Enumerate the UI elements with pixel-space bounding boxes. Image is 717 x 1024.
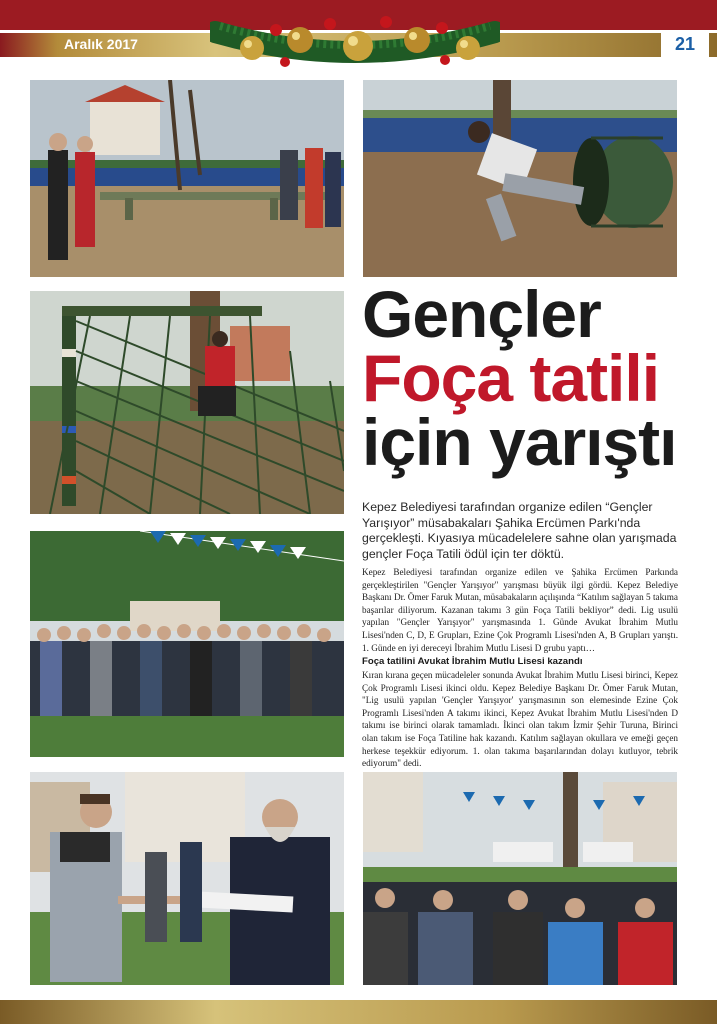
photo-students-crowd-image <box>363 772 677 985</box>
photo-climbing-net-image <box>30 291 344 514</box>
photo-tunnel-crawl-image <box>363 80 677 277</box>
page-number: 21 <box>661 31 709 57</box>
article-title <box>362 277 702 479</box>
title-line-1: Gençler <box>362 277 601 351</box>
title-line-2: Foça tatili <box>362 341 660 415</box>
photo-certificate-handover-image <box>30 772 344 985</box>
photo-group <box>30 531 344 757</box>
photo-students-crowd <box>363 772 677 985</box>
title-line-3: için yarıştı <box>362 405 677 479</box>
article-lead: Kepez Belediyesi tarafından organize edilen “Gençler Yarışıyor” müsabakaları Şahika Ercümen Parkı'nda gerçekleşti. Kıyasıya mücadelelere sahne olan yarışmada gençler Foça Tatili ödül için ter döktü. <box>362 500 677 561</box>
photo-certificate-handover <box>30 772 344 985</box>
photo-balance-beam-image <box>30 80 344 277</box>
photo-group-image <box>30 531 344 757</box>
photo-tunnel-crawl <box>363 80 677 277</box>
christmas-garland-decoration <box>210 2 500 70</box>
issue-date: Aralık 2017 <box>64 36 138 52</box>
article-subheading: Foça tatilini Avukat İbrahim Mutlu Lisesi kazandı <box>362 656 583 667</box>
photo-climbing-net <box>30 291 344 514</box>
article-body-paragraph-1: Kepez Belediyesi tarafından organize edilen ve Şahika Ercümen Parkında gerçekleştirilen "Gençler Yarışıyor" yarışması büyük ilgi gördü. Kepez Belediye Başkanı Dr. Ömer Faruk Mutan, müsabakaların açılışında “Katılım sağlayan 5 takıma başarılar diliyorum. Kazanan takımı 3 gün Foça Tatili bekliyor” dedi. Lig usulü yapılan "Gençler Yarışıyor" yarışmasında 1. Günde Avukat İbrahim Mutlu Lisesi'nden C, D, E Grupları, Ezine Çok Programlı Lisesi'nden A, B Grupları yarıştı. 1. Günde en iyi dereceyi İbrahim Mutlu Lisesi D grubu yaptı… <box>362 567 678 653</box>
article-body-paragraph-2: Kıran kırana geçen mücadeleler sonunda Avukat İbrahim Mutlu Lisesi birinci, Kepez Çok Programlı Lisesi ikinci oldu. Kepez Belediye Başkanı Dr. Ömer Faruk Mutan, "Lig usulü yapılan 'Gençler Yarışıyor' yarışmasının son elemesinde Ezine Çok Programlı Lisesi'nden A takımı ikinci, Kepez Avukat İbrahim Mutlu Lisesi'nden D takımı ise birinci olarak tamamladı. İkinci olan takım İzmir Şehir Turuna, Birinci olan takım ise Foça Tatiline hak kazandı. Katılım sağlayan okullara ve emeği geçen herkese teşekkür ediyorum. 1. olan takıma başarılarından dolayı kutluyor, tebrik ediyorum" dedi. <box>362 670 678 769</box>
footer-band <box>0 1000 717 1024</box>
photo-balance-beam <box>30 80 344 277</box>
